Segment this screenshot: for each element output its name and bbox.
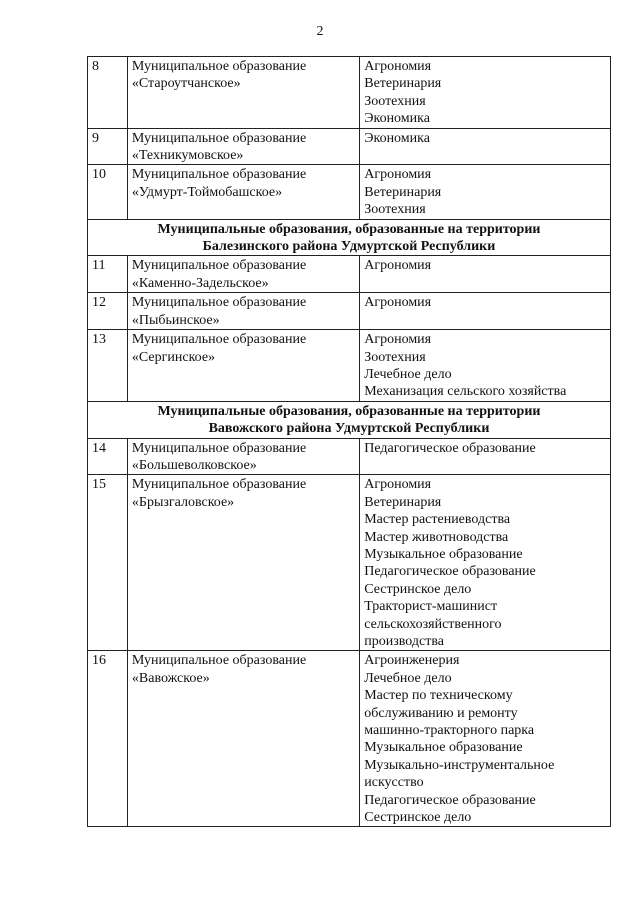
municipality-name <box>127 293 359 330</box>
page-number: 2 <box>316 24 324 39</box>
municipality-name-line: Муниципальное образование <box>131 167 307 183</box>
specialty-item: Механизация сельского хозяйства <box>364 384 567 400</box>
specialty-item: Агрономия <box>364 167 432 183</box>
row-number: 9 <box>88 128 128 165</box>
specialty-item: Агрономия <box>364 295 432 311</box>
specialty-item: Зоотехния <box>364 349 426 365</box>
municipality-name <box>127 57 359 129</box>
specialty-item: Агрономия <box>364 477 432 493</box>
specialty-item: Лечебное дело <box>364 670 452 686</box>
row-number: 12 <box>88 293 128 330</box>
table-row <box>88 57 611 129</box>
municipality-name-line: «Техникумовское» <box>131 148 244 164</box>
municipality-name-line: «Удмурт-Тоймобашское» <box>131 184 283 200</box>
specialty-item: Музыкальное образование <box>364 740 523 756</box>
row-number: 15 <box>88 475 128 651</box>
municipality-name-line: Муниципальное образование <box>131 258 307 274</box>
specialties-list <box>360 475 611 651</box>
specialty-item: Зоотехния <box>364 93 426 109</box>
specialty-item: Агрономия <box>364 258 432 274</box>
municipality-name-line: «Староутчанское» <box>131 76 241 92</box>
row-number: 11 <box>88 256 128 293</box>
section-header-row <box>88 401 611 438</box>
specialty-item: Музыкальное образование <box>364 546 523 562</box>
specialties-list <box>360 651 611 827</box>
municipality-name-line: Муниципальное образование <box>131 295 307 311</box>
specialty-item: Педагогическое образование <box>364 792 536 808</box>
municipality-name-line: «Вавожское» <box>131 670 210 686</box>
table-row <box>88 438 611 475</box>
municipality-name <box>127 651 359 827</box>
specialty-item: Мастер животноводства <box>364 529 509 545</box>
specialties-list <box>360 128 611 165</box>
row-number: 13 <box>88 330 128 402</box>
specialties-list <box>360 293 611 330</box>
specialty-item: Сестринское дело <box>364 810 472 826</box>
municipality-name <box>127 330 359 402</box>
table-body <box>88 57 611 827</box>
specialty-item: Агрономия <box>364 59 432 74</box>
municipality-name-line: Муниципальное образование <box>131 477 307 493</box>
municipality-name-line: «Пыбьинское» <box>131 312 220 328</box>
table-row <box>88 128 611 165</box>
specialty-item: Зоотехния <box>364 202 426 218</box>
specialty-item: Мастер по техническому <box>364 688 513 704</box>
specialties-list <box>360 165 611 219</box>
specialty-item: искусство <box>364 775 424 791</box>
specialty-item: машинно-тракторного парка <box>364 723 535 739</box>
municipality-name-line: «Сергинское» <box>131 349 216 365</box>
specialty-item: Тракторист-машинист <box>364 599 498 615</box>
table-row <box>88 651 611 827</box>
municipality-name-line: Муниципальное образование <box>131 440 307 456</box>
section-header-line: Вавожского района Удмуртской Республики <box>208 421 490 437</box>
specialty-item: Ветеринария <box>364 184 442 200</box>
table-row <box>88 256 611 293</box>
row-number: 8 <box>88 57 128 129</box>
table-row <box>88 330 611 402</box>
municipality-name-line: «Большеволковское» <box>131 457 257 473</box>
municipality-name <box>127 256 359 293</box>
row-number: 10 <box>88 165 128 219</box>
municipality-name <box>127 475 359 651</box>
specialty-item: Педагогическое образование <box>364 440 536 456</box>
municipality-name <box>127 165 359 219</box>
specialty-item: Агрономия <box>364 332 432 348</box>
specialties-list <box>360 256 611 293</box>
specialty-item: Сестринское дело <box>364 581 472 597</box>
specialty-item: Педагогическое образование <box>364 564 536 580</box>
municipality-name-line: Муниципальное образование <box>131 130 307 146</box>
specialty-item: Ветеринария <box>364 494 442 510</box>
specialty-item: обслуживанию и ремонту <box>364 705 518 721</box>
specialty-item: сельскохозяйственного <box>364 616 502 632</box>
specialty-item: производства <box>364 634 444 649</box>
section-header-line: Муниципальные образования, образованные на территории <box>157 403 541 419</box>
specialties-list <box>360 438 611 475</box>
section-header-line: Муниципальные образования, образованные на территории <box>157 221 541 237</box>
row-number: 14 <box>88 438 128 475</box>
specialty-item: Агроинженерия <box>364 653 460 669</box>
municipality-name <box>127 438 359 475</box>
specialties-list <box>360 57 611 129</box>
specialties-list <box>360 330 611 402</box>
municipalities-table <box>87 56 611 827</box>
municipality-name-line: «Каменно-Задельское» <box>131 275 269 291</box>
section-header <box>88 401 611 438</box>
section-header-line: Балезинского района Удмуртской Республики <box>202 239 496 255</box>
specialty-item: Ветеринария <box>364 76 442 92</box>
specialty-item: Музыкально-инструментальное <box>364 757 555 773</box>
table-row <box>88 293 611 330</box>
specialty-item: Экономика <box>364 111 430 127</box>
section-header-row <box>88 219 611 256</box>
municipality-name-line: Муниципальное образование <box>131 59 307 74</box>
specialty-item: Лечебное дело <box>364 366 452 382</box>
table-row <box>88 165 611 219</box>
specialty-item: Экономика <box>364 130 430 146</box>
municipality-name <box>127 128 359 165</box>
specialty-item: Мастер растениеводства <box>364 512 511 528</box>
row-number: 16 <box>88 651 128 827</box>
municipality-name-line: Муниципальное образование <box>131 653 307 669</box>
municipality-name-line: Муниципальное образование <box>131 332 307 348</box>
section-header <box>88 219 611 256</box>
table-row <box>88 475 611 651</box>
municipality-name-line: «Брызгаловское» <box>131 494 235 510</box>
